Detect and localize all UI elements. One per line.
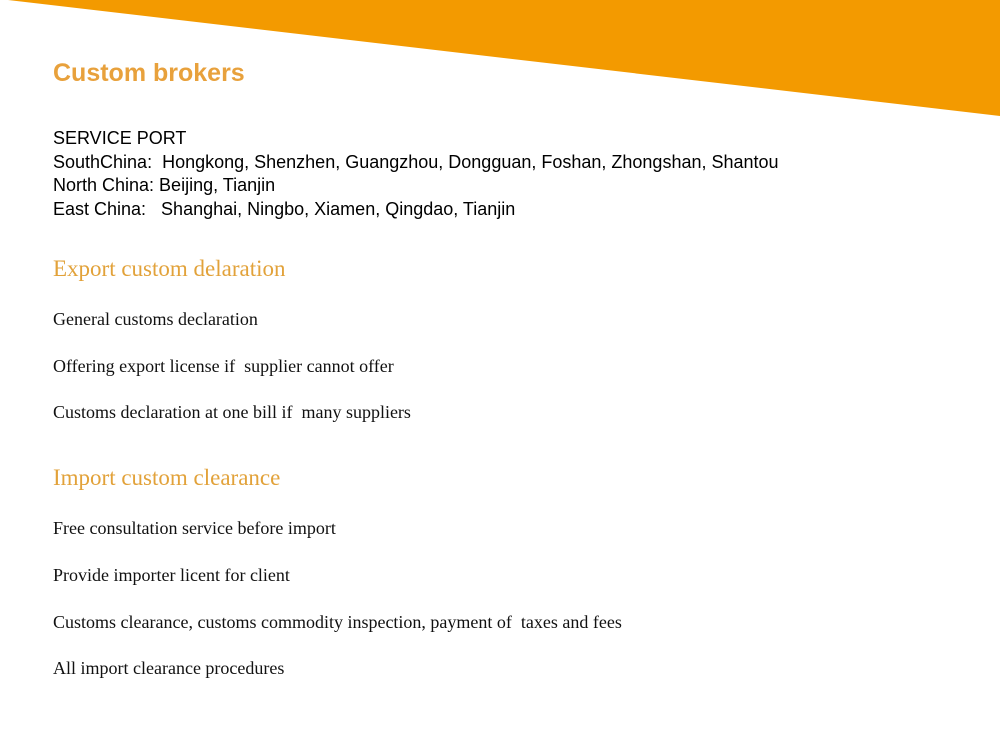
import-item: Provide importer licent for client xyxy=(53,565,290,585)
service-port-block xyxy=(53,127,779,221)
service-port-east-china: East China: Shanghai, Ningbo, Xiamen, Qingdao, Tianjin xyxy=(53,198,516,219)
service-port-south-china: SouthChina: Hongkong, Shenzhen, Guangzhou, Dongguan, Foshan, Zhongshan, Shantou xyxy=(53,151,779,172)
service-port-heading: SERVICE PORT xyxy=(53,128,187,148)
import-section-heading: Import custom clearance xyxy=(53,465,281,490)
import-item: Free consultation service before import xyxy=(53,518,336,538)
export-section-heading: Export custom delaration xyxy=(53,256,286,281)
export-item: Customs declaration at one bill if many suppliers xyxy=(53,402,411,422)
service-port-north-china: North China: Beijing, Tianjin xyxy=(53,175,276,195)
export-item: Offering export license if supplier cannot offer xyxy=(53,356,394,376)
export-item: General customs declaration xyxy=(53,309,258,329)
import-item: Customs clearance, customs commodity inspection, payment of taxes and fees xyxy=(53,612,622,632)
page-title: Custom brokers xyxy=(53,59,245,87)
import-item: All import clearance procedures xyxy=(53,658,285,678)
